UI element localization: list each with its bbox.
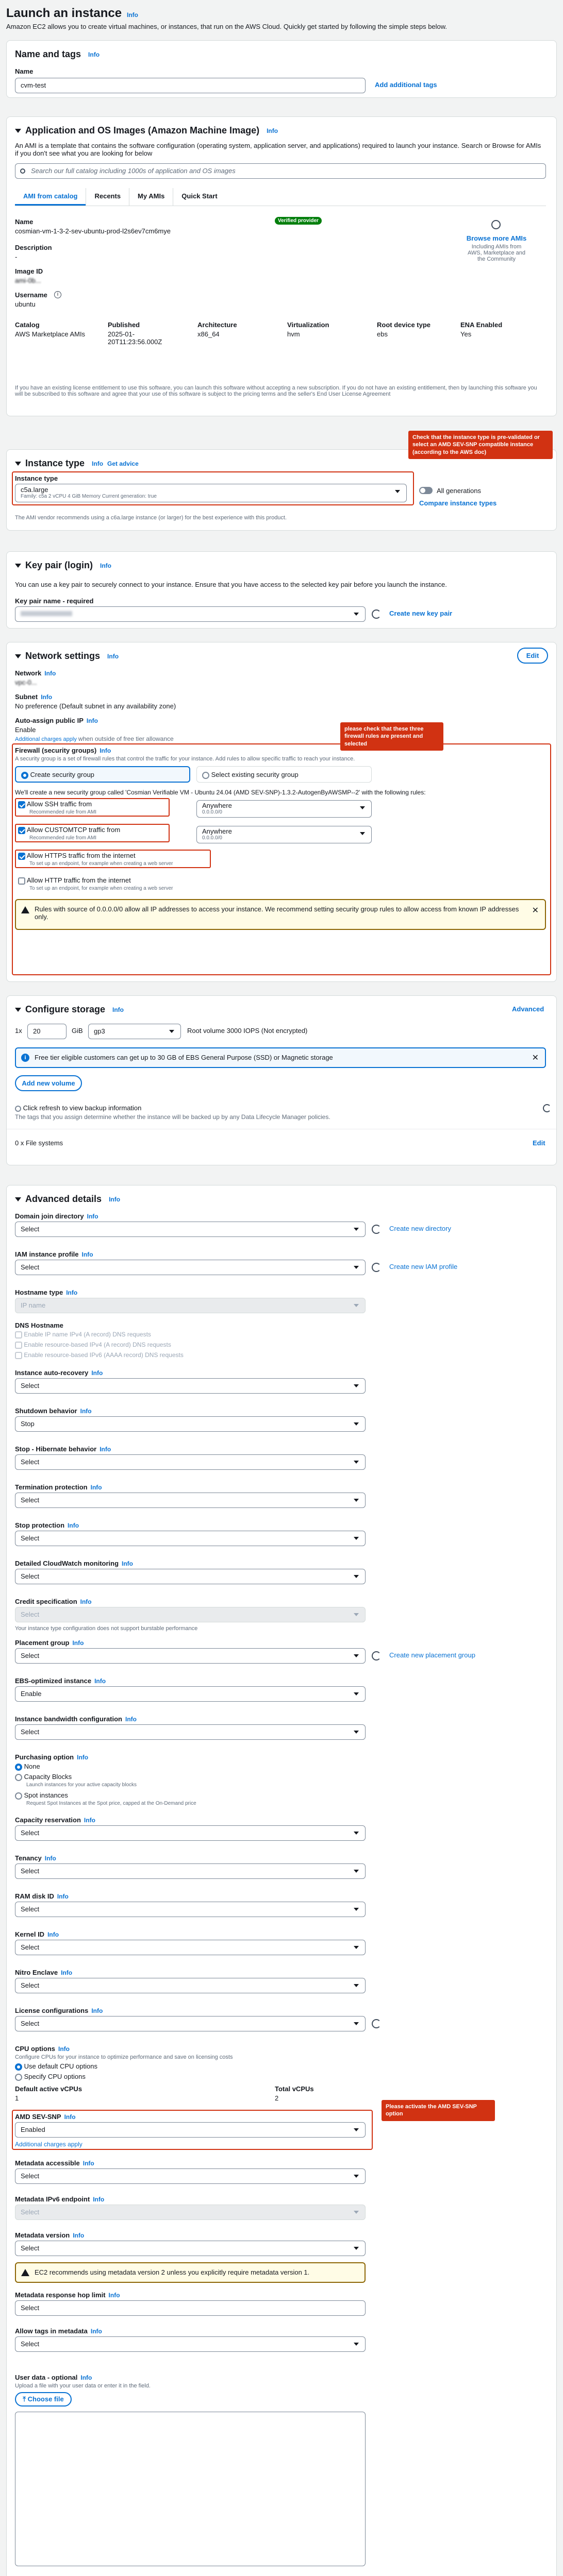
tab-recents[interactable]: Recents <box>86 188 129 206</box>
credit-note: Your instance type configuration does not support burstable performance <box>15 1625 198 1632</box>
firewall-callout: please check that these three firewall rules are present and selected <box>340 722 443 751</box>
name-tags-header: Name and tags <box>15 49 81 59</box>
sev-label: AMD SEV-SNP <box>15 2113 61 2121</box>
key-pair-blurred-value <box>21 611 72 616</box>
hibernate-info[interactable]: Info <box>100 1446 111 1453</box>
instance-type-select[interactable] <box>15 484 407 502</box>
domain-select[interactable]: Select <box>15 1222 366 1237</box>
catalog-label: Catalog <box>15 321 40 329</box>
get-advice-link[interactable]: Get advice <box>107 460 139 467</box>
ssh-desc: Recommended rule from AMI <box>29 809 97 815</box>
cpu-specify-option[interactable]: Specify CPU options <box>15 2073 86 2081</box>
stop-protection-info[interactable]: Info <box>68 1522 79 1529</box>
collapse-caret-icon[interactable] <box>15 1008 21 1012</box>
ebs-info[interactable]: Info <box>94 1677 106 1685</box>
termination-info[interactable]: Info <box>90 1484 102 1491</box>
collapse-caret-icon[interactable] <box>15 462 21 466</box>
ami-name-value: cosmian-vm-1-3-2-sev-ubuntu-prod-l2s6ev7cm6mye <box>15 227 171 235</box>
iam-label: IAM instance profile <box>15 1250 79 1258</box>
cloudwatch-select[interactable]: Select <box>15 1569 366 1584</box>
custom-label: Allow CUSTOMTCP traffic from <box>26 826 121 834</box>
add-volume-button[interactable]: Add new volume <box>15 1075 82 1091</box>
root-device-value: ebs <box>377 330 388 338</box>
meta-access-info[interactable]: Info <box>82 2160 94 2167</box>
tags-meta-label: Allow tags in metadata <box>15 2327 88 2335</box>
iam-info[interactable]: Info <box>81 1251 93 1258</box>
key-pair-header: Key pair (login) <box>25 560 93 570</box>
advanced-panel <box>6 1185 557 2576</box>
ramdisk-select[interactable]: Select <box>15 1902 366 1917</box>
key-pair-info-link[interactable]: Info <box>100 562 112 569</box>
storage-multiplier: 1x <box>15 1027 22 1035</box>
username-info-icon[interactable]: i <box>54 291 61 298</box>
nitro-label: Nitro Enclave <box>15 1969 58 1976</box>
network-label: Network <box>15 669 42 677</box>
recovery-select[interactable]: Select <box>15 1378 366 1394</box>
tab-ami-catalog[interactable]: AMI from catalog <box>15 188 86 206</box>
subnet-value: No preference (Default subnet in any availability zone) <box>15 702 176 710</box>
tags-meta-select[interactable]: Select <box>15 2336 366 2352</box>
free-tier-text: Free tier eligible customers can get up to 30 GB of EBS General Purpose (SSD) or Magnetic storage <box>35 1054 333 1061</box>
userdata-textarea[interactable] <box>15 2412 366 2566</box>
capres-select[interactable]: Select <box>15 1825 366 1841</box>
storage-header: Configure storage <box>25 1004 106 1014</box>
refresh-icon[interactable] <box>543 1104 551 1112</box>
name-input[interactable]: cvm-test <box>15 78 366 93</box>
create-sg-note: We'll create a new security group called 'Cosmian Verifiable VM - Ubuntu 24.04 (AMD SEV-SNP)-1.3.2-AutogenByAWSMP--2' with the following rules: <box>15 789 426 796</box>
refresh-icon[interactable] <box>372 1263 381 1272</box>
custom-source-value: Anywhere <box>202 827 232 835</box>
file-systems-edit-link[interactable]: Edit <box>533 1139 545 1147</box>
meta-ipv6-label: Metadata IPv6 endpoint <box>15 2195 90 2203</box>
http-desc: To set up an endpoint, for example when creating a web server <box>29 886 173 891</box>
key-pair-select[interactable] <box>15 606 366 622</box>
ami-panel <box>6 116 557 416</box>
http-label: Allow HTTP traffic from the internet <box>26 876 131 884</box>
close-icon[interactable]: ✕ <box>532 906 539 915</box>
tab-quick-start[interactable]: Quick Start <box>173 188 225 206</box>
published-value: 2025-01-20T11:23:56.000Z <box>108 330 162 346</box>
meta-ipv6-info[interactable]: Info <box>93 2196 105 2203</box>
termination-select[interactable]: Select <box>15 1493 366 1508</box>
capres-label: Capacity reservation <box>15 1816 81 1824</box>
browse-search-icon <box>491 220 501 229</box>
http-rule[interactable] <box>18 876 131 885</box>
ssh-source-value: Anywhere <box>202 802 232 809</box>
autoip-label: Auto-assign public IP <box>15 717 84 724</box>
charges-rest: when outside of free tier allowance <box>78 735 174 742</box>
autoip-value: Enable <box>15 726 36 734</box>
virtualization-label: Virtualization <box>287 321 329 329</box>
credit-select[interactable]: Select <box>15 1607 366 1622</box>
credit-info[interactable]: Info <box>80 1598 92 1605</box>
placement-select[interactable]: Select <box>15 1648 366 1664</box>
vcpu-value: 1 <box>15 2094 19 2102</box>
cloudwatch-label: Detailed CloudWatch monitoring <box>15 1560 119 1567</box>
purchase-none[interactable]: None <box>15 1762 40 1771</box>
ssh-label: Allow SSH traffic from <box>26 800 92 808</box>
virtualization-value: hvm <box>287 330 300 338</box>
hop-input[interactable]: Select <box>15 2300 366 2316</box>
ssh-rule[interactable] <box>18 800 92 808</box>
stop-protection-select[interactable]: Select <box>15 1531 366 1546</box>
refresh-icon[interactable] <box>372 1651 381 1660</box>
collapse-caret-icon[interactable] <box>15 1197 21 1201</box>
hibernate-select[interactable]: Select <box>15 1454 366 1470</box>
all-generations-label: All generations <box>437 487 481 495</box>
https-label: Allow HTTPS traffic from the internet <box>26 852 136 859</box>
total-vcpu-value: 2 <box>275 2094 279 2102</box>
backup-desc: The tags that you assign determine whether the instance will be backed up by any Data Lifecycle Manager policies. <box>15 1113 330 1121</box>
storage-size-input[interactable]: 20 <box>27 1024 67 1039</box>
ramdisk-info[interactable]: Info <box>57 1893 69 1900</box>
refresh-icon[interactable] <box>372 609 381 619</box>
bandwidth-select[interactable]: Select <box>15 1724 366 1740</box>
refresh-icon[interactable] <box>372 2019 381 2028</box>
meta-version-info[interactable]: Info <box>73 2232 85 2239</box>
stop-protection-label: Stop protection <box>15 1521 65 1529</box>
recovery-label: Instance auto-recovery <box>15 1369 89 1377</box>
tab-my-amis[interactable]: My AMIs <box>129 188 173 206</box>
instance-type-panel <box>6 449 557 531</box>
ami-desc: An AMI is a template that contains the software configuration (operating system, application server, and applications) required to launch your instance. Search or Browse for AMIs if you don't see what you are looking for below <box>15 142 541 157</box>
sev-info[interactable]: Info <box>64 2113 76 2121</box>
network-value: vpc-0... <box>15 679 37 686</box>
name-tags-panel <box>6 40 557 98</box>
hop-label: Metadata response hop limit <box>15 2291 106 2299</box>
kernel-select[interactable]: Select <box>15 1940 366 1955</box>
charges-link[interactable]: Additional charges apply <box>15 736 77 742</box>
purchase-label: Purchasing option <box>15 1753 74 1761</box>
hostname-info[interactable]: Info <box>66 1289 78 1296</box>
bandwidth-info[interactable]: Info <box>125 1716 137 1723</box>
license-label: License configurations <box>15 2007 89 2014</box>
hostname-select[interactable]: IP name <box>15 1298 366 1313</box>
catalog-value: AWS Marketplace AMIs <box>15 330 86 338</box>
name-label: Name <box>15 67 34 75</box>
page-header <box>6 6 138 21</box>
recovery-info[interactable]: Info <box>91 1369 103 1377</box>
hostname-label: Hostname type <box>15 1289 63 1296</box>
custom-source-select[interactable] <box>196 826 372 843</box>
file-systems-label: 0 x File systems <box>15 1139 63 1147</box>
ena-value: Yes <box>460 330 472 338</box>
compare-instance-types-link[interactable]: Compare instance types <box>419 499 497 507</box>
ramdisk-label: RAM disk ID <box>15 1892 54 1900</box>
tenancy-label: Tenancy <box>15 1854 42 1862</box>
key-pair-desc: You can use a key pair to securely connect to your instance. Ensure that you have access to the selected key pair before you launch the instance. <box>15 581 447 588</box>
meta-warning-text: EC2 recommends using metadata version 2 unless you explicitly require metadata version 1. <box>35 2268 310 2276</box>
published-label: Published <box>108 321 140 329</box>
domain-info[interactable]: Info <box>87 1213 98 1220</box>
image-id-value: ami-0b... <box>15 277 41 284</box>
total-vcpu-label: Total vCPUs <box>275 2085 314 2093</box>
vcpu-label: Default active vCPUs <box>15 2085 82 2093</box>
network-info[interactable]: Info <box>44 670 56 677</box>
select-sg-option[interactable] <box>196 766 372 783</box>
bandwidth-label: Instance bandwidth configuration <box>15 1715 122 1723</box>
nitro-select[interactable]: Select <box>15 1978 366 1993</box>
collapse-caret-icon[interactable] <box>15 654 21 658</box>
instance-type-callout: Check that the instance type is pre-validated or select an AMD SEV-SNP compatible instance (according to the AWS doc) <box>408 431 553 459</box>
dns-option-3[interactable]: Enable resource-based IPv6 (AAAA record) DNS requests <box>15 1351 184 1359</box>
root-device-label: Root device type <box>377 321 431 329</box>
architecture-value: x86_64 <box>197 330 220 338</box>
refresh-icon[interactable] <box>372 1225 381 1234</box>
ami-tabs <box>15 188 546 206</box>
purchase-spot[interactable]: Spot instances <box>15 1791 68 1800</box>
root-volume-note: Root volume 3000 IOPS (Not encrypted) <box>187 1027 308 1035</box>
ebs-select[interactable]: Enable <box>15 1686 366 1702</box>
network-panel <box>6 642 557 982</box>
sg-warning-text: Rules with source of 0.0.0.0/0 allow all IP addresses to access your instance. We recommend setting security group rules to allow access from known IP addresses only. <box>35 905 519 921</box>
instance-type-note: The AMI vendor recommends using a c6a.large instance (or larger) for the best experience with this product. <box>15 515 287 521</box>
create-sg-label: Create security group <box>30 771 94 778</box>
nitro-info[interactable]: Info <box>61 1969 73 1976</box>
create-directory-link[interactable]: Create new directory <box>389 1225 451 1232</box>
sev-callout: Please activate the AMD SEV-SNP option <box>382 2100 495 2121</box>
meta-warning <box>15 2262 366 2283</box>
backup-info <box>15 1104 141 1112</box>
custom-source-ip: 0.0.0.0/0 <box>202 835 222 841</box>
firewall-desc: A security group is a set of firewall rules that control the traffic for your instance. Add rules to allow specific traffic to reach your instance. <box>15 756 355 762</box>
placement-info[interactable]: Info <box>72 1639 84 1647</box>
browse-desc: Including AMIs from AWS, Marketplace and the Community <box>467 244 526 262</box>
firewall-info[interactable]: Info <box>100 747 111 754</box>
hop-info[interactable]: Info <box>108 2292 120 2299</box>
kernel-label: Kernel ID <box>15 1930 45 1938</box>
ssh-source-ip: 0.0.0.0/0 <box>202 809 222 815</box>
username-value: ubuntu <box>15 300 36 308</box>
custom-rule[interactable] <box>18 826 120 834</box>
instance-type-header: Instance type <box>25 458 85 468</box>
subnet-label: Subnet <box>15 693 38 701</box>
create-key-pair-link[interactable]: Create new key pair <box>389 609 453 617</box>
info-icon: i <box>21 1054 29 1062</box>
shutdown-label: Shutdown behavior <box>15 1407 77 1415</box>
create-iam-profile-link[interactable]: Create new IAM profile <box>389 1263 458 1270</box>
network-info-link[interactable]: Info <box>107 652 119 660</box>
page-title: Launch an instance <box>6 6 122 20</box>
storage-info-link[interactable]: Info <box>112 1006 124 1013</box>
key-pair-panel <box>6 551 557 629</box>
advanced-header: Advanced details <box>25 1194 102 1204</box>
network-edit-button[interactable]: Edit <box>517 648 548 664</box>
subnet-info[interactable]: Info <box>41 693 53 701</box>
description-value: - <box>15 253 18 261</box>
upload-icon: ⤒ <box>23 2395 26 2403</box>
userdata-desc: Upload a file with your user data or enter it in the field. <box>15 2383 151 2389</box>
dns-option-2[interactable]: Enable resource-based IPv4 (A record) DNS requests <box>15 1341 171 1349</box>
close-icon[interactable]: ✕ <box>532 1054 539 1062</box>
instance-type-label: Instance type <box>15 474 58 482</box>
browse-more-amis-link[interactable]: Browse more AMIs <box>466 234 527 242</box>
select-sg-label: Select existing security group <box>211 771 299 778</box>
verified-badge: Verified provider <box>275 217 322 225</box>
storage-advanced-link[interactable]: Advanced <box>512 1005 544 1013</box>
instance-type-details: Family: c5a 2 vCPU 4 GiB Memory Current generation: true <box>21 494 157 499</box>
meta-ipv6-select[interactable]: Select <box>15 2205 366 2220</box>
ami-info-link[interactable]: Info <box>267 127 278 134</box>
purchase-capacity-blocks[interactable]: Capacity Blocks <box>15 1773 72 1781</box>
hibernate-label: Stop - Hibernate behavior <box>15 1445 97 1453</box>
iam-select[interactable]: Select <box>15 1260 366 1275</box>
meta-version-label: Metadata version <box>15 2231 70 2239</box>
credit-label: Credit specification <box>15 1598 77 1605</box>
license-select[interactable]: Select <box>15 2016 366 2031</box>
tags-meta-info[interactable]: Info <box>90 2328 102 2335</box>
tenancy-select[interactable]: Select <box>15 1863 366 1879</box>
domain-label: Domain join directory <box>15 1212 84 1220</box>
kernel-info[interactable]: Info <box>47 1931 59 1938</box>
all-generations-toggle[interactable] <box>419 487 433 494</box>
collapse-caret-icon[interactable] <box>15 564 21 568</box>
sg-warning <box>15 899 546 930</box>
purchase-info[interactable]: Info <box>77 1754 89 1761</box>
meta-version-select[interactable]: Select <box>15 2241 366 2256</box>
tenancy-info[interactable]: Info <box>44 1855 56 1862</box>
key-pair-label: Key pair name - required <box>15 597 94 605</box>
image-id-label: Image ID <box>15 267 43 275</box>
shutdown-select[interactable]: Stop <box>15 1416 366 1432</box>
purchase-spot-desc: Request Spot Instances at the Spot price, capped at the On-Demand price <box>26 1801 196 1806</box>
add-tags-link[interactable]: Add additional tags <box>375 81 437 89</box>
create-placement-link[interactable]: Create new placement group <box>389 1651 475 1659</box>
page-info-link[interactable]: Info <box>126 11 138 19</box>
license-footer: If you have an existing license entitlement to use this software, you can launch this software without accepting a new subscription. If you do not have an existing entitlement, then by launching this software you will be subscribed to this software and agree that your use of this software is subject to the pricing terms and the seller's End User License Agreement <box>15 385 537 397</box>
sev-select[interactable]: Enabled <box>15 2122 366 2138</box>
termination-label: Termination protection <box>15 1483 88 1491</box>
backup-text: Click refresh to view backup information <box>23 1104 142 1112</box>
ami-search-input[interactable]: Search our full catalog including 1000s of application and OS images <box>15 163 546 179</box>
cpu-info[interactable]: Info <box>58 2045 70 2053</box>
choose-file-button[interactable]: ⤒ Choose file <box>15 2392 72 2406</box>
cloudwatch-info[interactable]: Info <box>122 1560 134 1567</box>
custom-desc: Recommended rule from AMI <box>29 835 97 841</box>
https-desc: To set up an endpoint, for example when creating a web server <box>29 861 173 867</box>
description-label: Description <box>15 244 52 251</box>
architecture-label: Architecture <box>197 321 237 329</box>
cpu-default-option[interactable]: Use default CPU options <box>15 2062 97 2071</box>
autoip-info[interactable]: Info <box>86 717 98 724</box>
storage-gib: GiB <box>72 1027 83 1035</box>
advanced-info-link[interactable]: Info <box>109 1195 121 1203</box>
collapse-caret-icon[interactable] <box>15 129 21 133</box>
shutdown-info[interactable]: Info <box>80 1408 92 1415</box>
dns-label: DNS Hostname <box>15 1321 63 1329</box>
ena-label: ENA Enabled <box>460 321 503 329</box>
storage-type-select[interactable]: gp3 <box>88 1024 181 1039</box>
search-icon <box>20 168 25 174</box>
username-label: Username <box>15 291 47 299</box>
capres-info[interactable]: Info <box>84 1817 95 1824</box>
firewall-label: Firewall (security groups) <box>15 747 97 754</box>
license-info[interactable]: Info <box>91 2007 103 2014</box>
sev-charges-link[interactable]: Additional charges apply <box>15 2141 82 2148</box>
purchase-cb-desc: Launch instances for your active capacity blocks <box>26 1782 137 1788</box>
network-header: Network settings <box>25 651 101 661</box>
instance-type-info-link[interactable]: Info <box>92 460 104 467</box>
warning-icon <box>21 906 29 913</box>
ebs-label: EBS-optimized instance <box>15 1677 92 1685</box>
create-sg-option[interactable] <box>15 766 190 783</box>
meta-access-label: Metadata accessible <box>15 2159 80 2167</box>
userdata-info[interactable]: Info <box>80 2374 92 2381</box>
ssh-source-select[interactable] <box>196 800 372 818</box>
https-rule[interactable] <box>18 852 136 860</box>
userdata-label: User data - optional <box>15 2374 78 2381</box>
storage-panel <box>6 995 557 1165</box>
ami-header: Application and OS Images (Amazon Machine Image) <box>25 125 260 135</box>
dns-option-1[interactable]: Enable IP name IPv4 (A record) DNS requests <box>15 1331 151 1338</box>
name-tags-info-link[interactable]: Info <box>88 50 100 58</box>
warning-icon <box>21 2269 29 2276</box>
meta-access-select[interactable]: Select <box>15 2168 366 2184</box>
free-tier-alert <box>15 1047 546 1068</box>
page-intro: Amazon EC2 allows you to create virtual machines, or instances, that run on the AWS Cloud. Quickly get started by following the simple steps below. <box>6 23 448 30</box>
cpu-desc: Configure CPUs for your instance to optimize performance and save on licensing costs <box>15 2054 233 2060</box>
cpu-label: CPU options <box>15 2045 55 2053</box>
placement-label: Placement group <box>15 1639 70 1647</box>
ami-name-label: Name <box>15 218 34 226</box>
instance-type-value: c5a.large <box>21 486 48 494</box>
